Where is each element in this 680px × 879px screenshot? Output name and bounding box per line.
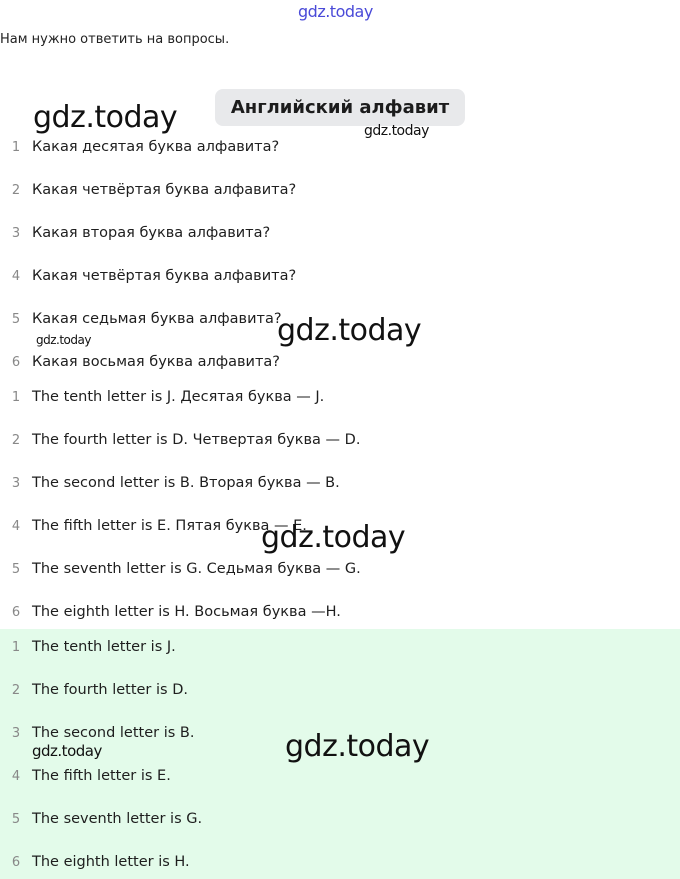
watermark: gdz.today [33, 100, 178, 135]
answer-text: The eighth letter is H. Восьмая буква —H. [32, 604, 341, 620]
watermark: gdz.today [277, 313, 422, 348]
answer-text: The fifth letter is E. Пятая буква — E. [32, 518, 307, 534]
english-answer-number: 4 [11, 768, 21, 784]
answer-number: 5 [11, 561, 21, 577]
intro-text: Нам нужно ответить на вопросы. [0, 32, 230, 47]
answer-number: 6 [11, 604, 21, 620]
english-answer-text: The fifth letter is E. [32, 768, 171, 784]
answer-number: 3 [11, 475, 21, 491]
question-number: 2 [11, 182, 21, 198]
answer-number: 2 [11, 432, 21, 448]
watermark: gdz.today [36, 333, 91, 347]
english-answer-text: The eighth letter is H. [32, 854, 190, 870]
question-text: Какая четвёртая буква алфавита? [32, 268, 297, 284]
english-answer-text: The second letter is B. [32, 725, 195, 741]
question-text: Какая восьмая буква алфавита? [32, 354, 281, 370]
english-answer-number: 3 [11, 725, 21, 741]
answer-number: 1 [11, 389, 21, 405]
english-answer-number: 6 [11, 854, 21, 870]
question-number: 1 [11, 139, 21, 155]
english-answer-text: The tenth letter is J. [32, 639, 176, 655]
watermark: gdz.today [364, 123, 429, 139]
answer-text: The seventh letter is G. Седьмая буква — G. [32, 561, 361, 577]
question-text: Какая четвёртая буква алфавита? [32, 182, 297, 198]
question-text: Какая вторая буква алфавита? [32, 225, 271, 241]
watermark: gdz.today [285, 729, 430, 764]
section-title: Английский алфавит [215, 89, 465, 126]
question-number: 4 [11, 268, 21, 284]
english-answer-number: 1 [11, 639, 21, 655]
watermark-top: gdz.today [298, 2, 373, 21]
answer-text: The fourth letter is D. Четвертая буква — D. [32, 432, 361, 448]
english-answer-text: The seventh letter is G. [32, 811, 203, 827]
watermark: gdz.today [32, 742, 102, 760]
question-number: 3 [11, 225, 21, 241]
english-answer-text: The fourth letter is D. [32, 682, 188, 698]
answer-number: 4 [11, 518, 21, 534]
question-text: Какая десятая буква алфавита? [32, 139, 280, 155]
answer-text: The second letter is B. Вторая буква — B. [32, 475, 340, 491]
english-answer-number: 5 [11, 811, 21, 827]
answer-text: The tenth letter is J. Десятая буква — J. [32, 389, 325, 405]
english-answer-number: 2 [11, 682, 21, 698]
question-number: 6 [11, 354, 21, 370]
question-text: Какая седьмая буква алфавита? [32, 311, 282, 327]
question-number: 5 [11, 311, 21, 327]
watermark: gdz.today [261, 520, 406, 555]
